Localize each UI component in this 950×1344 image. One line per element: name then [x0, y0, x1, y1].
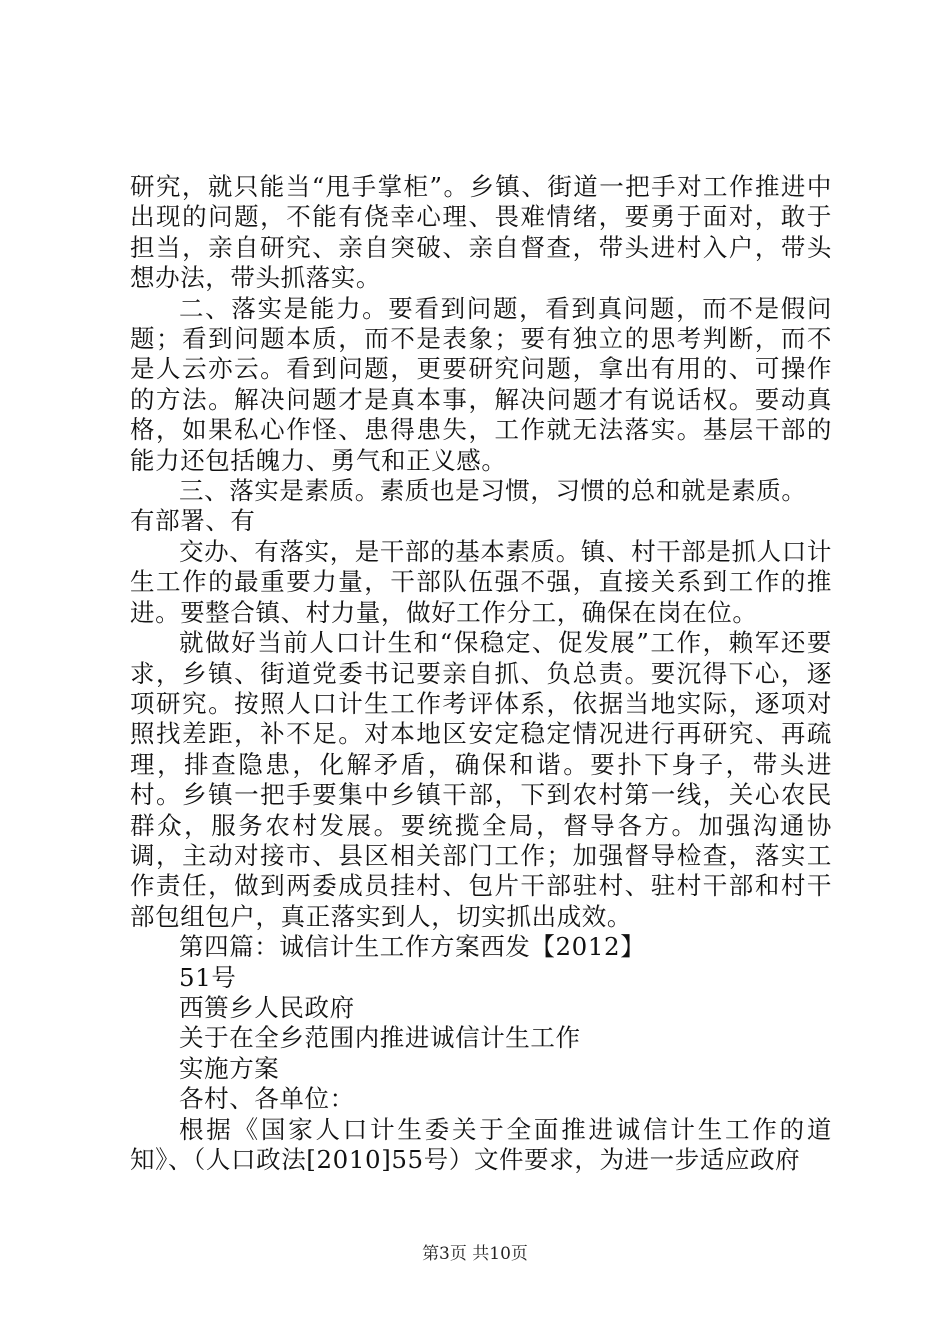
- document-title-line-1: 关于在全乡范围内推进诚信计生工作: [179, 1023, 581, 1053]
- section-heading-line-2: 51号: [179, 962, 237, 992]
- issuer-line: 西篑乡人民政府: [179, 992, 355, 1022]
- paragraph-3-line-1: 三、落实是素质。素质也是习惯，习惯的总和就是素质。: [179, 476, 807, 506]
- document-body: [130, 172, 832, 1175]
- salutation: 各村、各单位：: [179, 1084, 355, 1114]
- section-heading-line-1: 第四篇：诚信计生工作方案西发【2012】: [179, 932, 646, 962]
- page-footer: 第3页 共10页: [422, 1244, 528, 1264]
- paragraph-3-line-2: 有部署、有: [130, 506, 256, 536]
- paragraph-5: 就做好当前人口计生和“保稳定、促发展”工作，赖军还要求，乡镇、街道党委书记要亲自抓、负总责。要沉得下心，逐项研究。按照人口计生工作考评体系，依据当地实际，逐项对照找差距，补不足。对本地区安定稳定情况进行再研究、再疏理，排查隐患，化解矛盾，确保和谐。要扑下身子，带头进村。乡镇一把手要集中乡镇干部，下到农村第一线，关心农民群众，服务农村发展。要统揽全局，督导各方。加强沟通协调，主动对接市、县区相关部门工作；加强督导检查，落实工作责任，做到两委成员挂村、包片干部驻村、驻村干部和村干部包组包户，真正落实到人，切实抓出成效。: [130, 628, 832, 931]
- paragraph-2: 二、落实是能力。要看到问题，看到真问题，而不是假问题；看到问题本质，而不是表象；要有独立的思考判断，而不是人云亦云。看到问题，更要研究问题，拿出有用的、可操作的方法。解决问题才是真本事，解决问题才有说话权。要动真格，如果私心作怪、患得患失，工作就无法落实。基层干部的能力还包括魄力、勇气和正义感。: [130, 293, 832, 475]
- paragraph-6: 根据《国家人口计生委关于全面推进诚信计生工作的道知》、（人口政法[2010]55号）文件要求，为进一步适应政府: [130, 1114, 832, 1174]
- paragraph-1: 研究，就只能当“甩手掌柜”。乡镇、街道一把手对工作推进中出现的问题，不能有侥幸心理、畏难情绪，要勇于面对，敢于担当，亲自研究、亲自突破、亲自督查，带头进村入户，带头想办法，带头抓落实。: [130, 172, 832, 293]
- paragraph-4: 交办、有落实，是干部的基本素质。镇、村干部是抓人口计生工作的最重要力量，干部队伍强不强，直接关系到工作的推进。要整合镇、村力量，做好工作分工，确保在岗在位。: [130, 536, 832, 627]
- document-title-line-2: 实施方案: [179, 1053, 280, 1083]
